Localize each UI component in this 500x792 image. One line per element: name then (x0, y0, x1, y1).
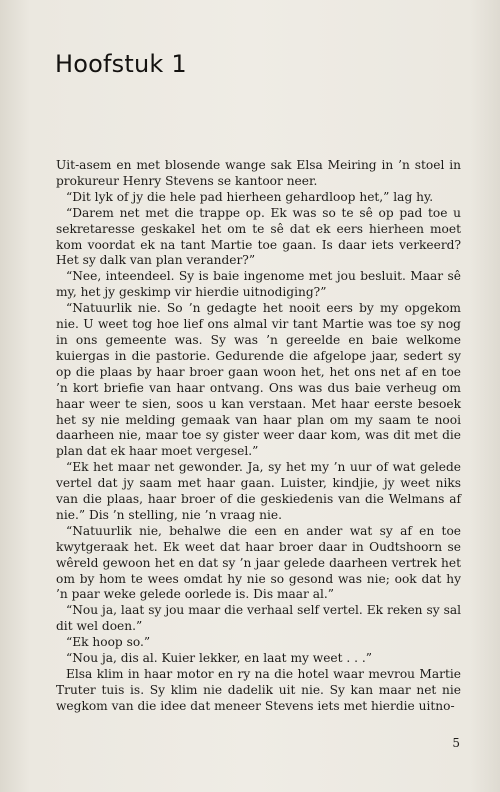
paragraph: Uit-asem en met blosende wange sak Elsa Meiring in ’n stoel in prokureur Henry Stevens se kantoor neer. (56, 158, 461, 188)
paragraph: “Ek hoop so.” (66, 635, 151, 650)
page-number: 5 (452, 736, 460, 750)
paragraph: “Ek het maar net gewonder. Ja, sy het my ’n uur of wat gelede vertel dat jy saam met haar gaan. Luister, kindjie, jy weet niks van die plaas, haar broer of die geskiedenis van die Welmans af nie.” Dis ’n stelling, nie ’n vraag nie. (56, 460, 461, 522)
paragraph: “Nee, inteendeel. Sy is baie ingenome met jou besluit. Maar sê my, het jy geskimp vir hierdie uitnodiging?” (56, 269, 461, 300)
chapter-title: Hoofstuk 1 (55, 50, 187, 78)
paragraph: “Natuurlik nie, behalwe die een en ander wat sy af en toe kwytgeraak het. Ek weet dat haar broer daar in Oudtshoorn se wêreld gewoon het en dat sy ’n jaar gelede daarheen vertrek het om by hom te wees omdat hy nie so gesond was nie; ook dat hy ’n paar weke gelede oorlede is. Dis maar al.” (56, 523, 461, 602)
paragraph: Elsa klim in haar motor en ry na die hotel waar mevrou Martie Truter tuis is. Sy klim nie dadelik uit nie. Sy kan maar net nie wegkom van die idee dat meneer Stevens iets met hierdie uitno- (56, 667, 461, 713)
paragraph: “Dit lyk of jy die hele pad hierheen gehardloop het,” lag hy. (66, 189, 434, 204)
chapter-body (56, 158, 461, 715)
paragraph: “Nou ja, dis al. Kuier lekker, en laat my weet . . .” (66, 651, 372, 666)
paragraph: “Nou ja, laat sy jou maar die verhaal self vertel. Ek reken sy sal dit wel doen.” (56, 603, 461, 634)
paragraph: “Natuurlik nie. So ’n gedagte het nooit eers by my opgekom nie. U weet tog hoe lief ons almal vir tant Martie was toe sy nog in ons gemeente was. Sy was ’n gereelde en baie welkome kuiergas in die pastorie. Gedurende die afgelope jaar, sedert sy op die plaas by haar broer gaan woon het, het ons net af en toe ’n kort briefie van haar ontvang. Ons was dus baie verheug om haar weer te sien, soos u kan verstaan. Met haar eerste besoek het sy nie melding gemaak van haar plan om my saam te nooi daarheen nie, maar toe sy gister weer daar kom, was dit met die plan dat ek haar moet vergesel.” (56, 301, 461, 459)
paragraph: “Darem net met die trappe op. Ek was so te sê op pad toe u sekretaresse geskakel het om te sê dat ek eers hierheen moet kom voordat ek na tant Martie toe gaan. Is daar iets verkeerd? Het sy dalk van plan verander?” (56, 205, 461, 268)
